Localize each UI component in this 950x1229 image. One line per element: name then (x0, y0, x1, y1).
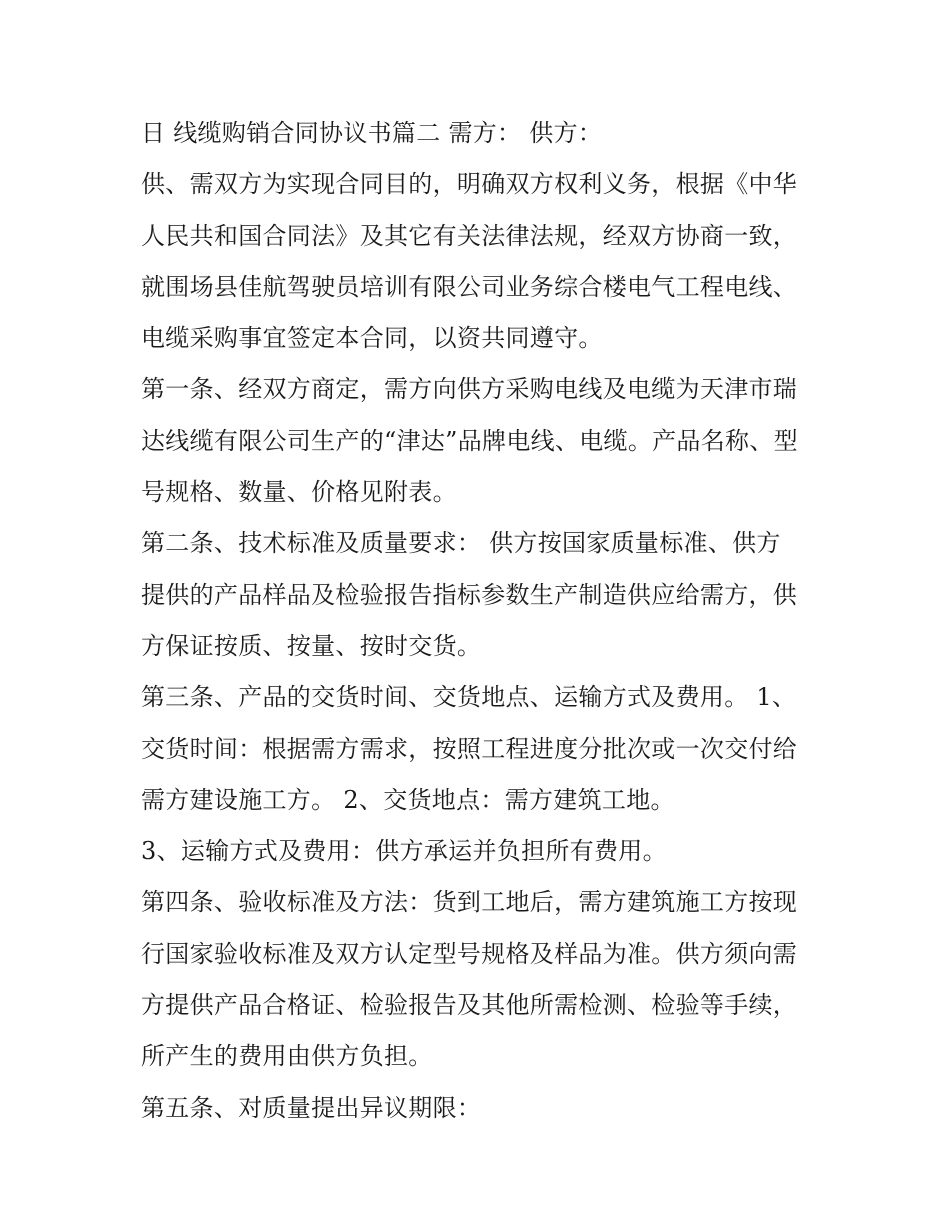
text-line: 人民共和国合同法》及其它有关法律法规，经双方协商一致， (141, 221, 798, 250)
text-line: 交货时间：根据需方需求，按照工程进度分批次或一次交付给 (141, 734, 798, 763)
text-line: 方保证按质、按量、按时交货。 (141, 631, 482, 660)
document-body (141, 108, 821, 1134)
text-line: 第五条、对质量提出异议期限： (141, 1093, 482, 1122)
text-line: 日 线缆购销合同协议书篇二 需方： 供方： (141, 119, 603, 147)
text-line: 提供的产品样品及检验报告指标参数生产制造供应给需方，供 (141, 580, 798, 609)
text-line: 供、需双方为实现合同目的，明确双方权利义务，根据《中华 (141, 170, 798, 199)
text-line: 3、运输方式及费用：供方承运并负担所有费用。 (141, 837, 667, 866)
text-line: 需方建设施工方。 2、交货地点：需方建筑工地。 (141, 785, 675, 814)
text-line: 行国家验收标准及双方认定型号规格及样品为准。供方须向需 (141, 939, 798, 968)
text-line: 电缆采购事宜签定本合同，以资共同遵守。 (141, 324, 603, 353)
text-line: 所产生的费用由供方负担。 (141, 1042, 433, 1071)
text-line: 方提供产品合格证、检验报告及其他所需检测、检验等手续， (141, 991, 798, 1020)
text-line: 第四条、验收标准及方法：货到工地后，需方建筑施工方按现 (141, 888, 798, 917)
text-line: 达线缆有限公司生产的“津达”品牌电线、电缆。产品名称、型 (141, 426, 798, 455)
text-line: 第二条、技术标准及质量要求： 供方按国家质量标准、供方 (141, 529, 781, 558)
text-line: 号规格、数量、价格见附表。 (141, 478, 457, 507)
text-line: 就围场县佳航驾驶员培训有限公司业务综合楼电气工程电线、 (141, 272, 798, 301)
text-line: 第一条、经双方商定，需方向供方采购电线及电缆为天津市瑞 (141, 375, 798, 404)
text-line: 第三条、产品的交货时间、交货地点、运输方式及费用。 1、 (141, 683, 797, 712)
